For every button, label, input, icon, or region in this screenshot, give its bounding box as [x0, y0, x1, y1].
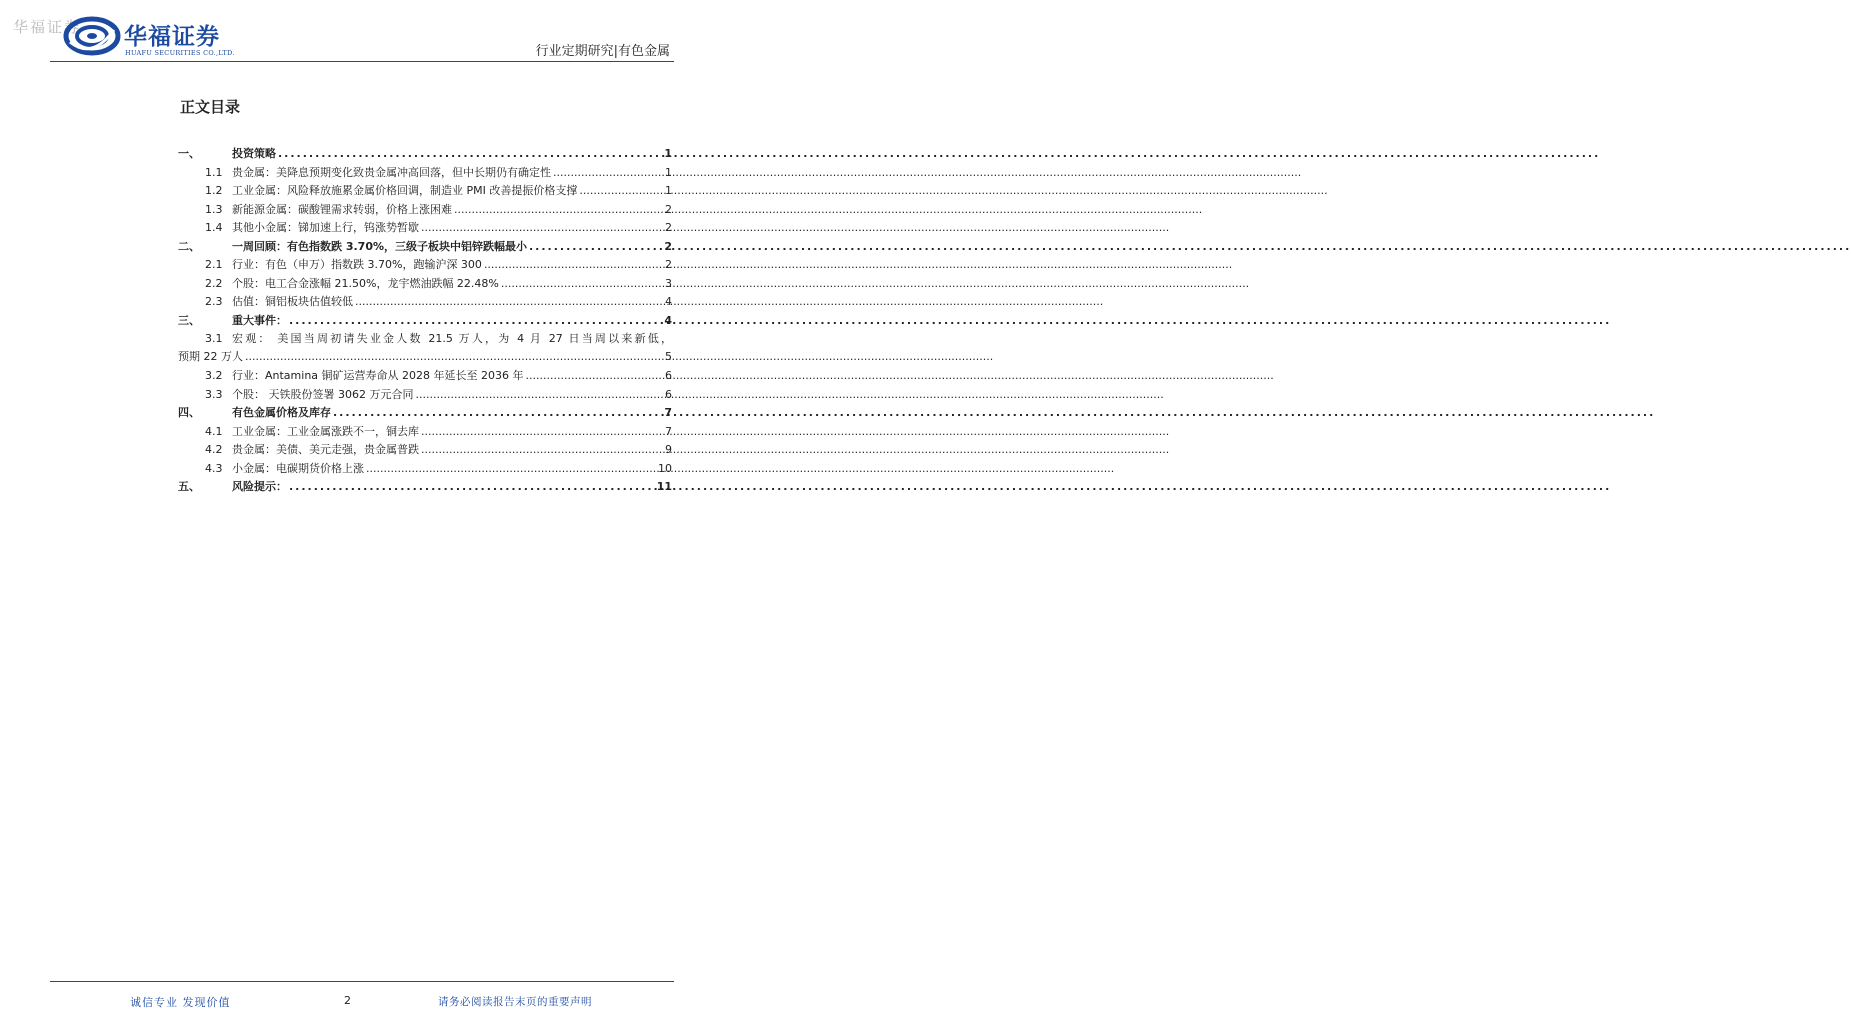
toc-entry-title: 其他小金属：锑加速上行，钨涨势暂歇: [232, 221, 419, 234]
toc-entry-title: 小金属：电碳期货价格上涨: [232, 461, 364, 475]
toc-entry[interactable]: [178, 330, 672, 366]
toc-entry-number: 3.3: [205, 387, 223, 401]
toc-dot-leader: [355, 293, 663, 311]
report-type-label: 行业定期研究|有色金属: [535, 44, 670, 59]
toc-entry-number: 3.1: [205, 332, 223, 345]
toc-entry[interactable]: [178, 367, 672, 385]
toc-section[interactable]: [178, 404, 672, 422]
toc-entry-title: 估值：铜铝板块估值较低: [232, 295, 353, 308]
toc-section-number: 二、: [178, 239, 200, 253]
logo-chinese-name: 华福证券: [124, 24, 220, 50]
toc-dot-leader: [454, 201, 663, 219]
page-number: 2: [344, 994, 351, 1007]
toc-section-title: 投资策略: [232, 147, 276, 160]
header-divider: [50, 61, 674, 62]
toc-section-number: 五、: [178, 480, 200, 493]
toc-dot-leader: [421, 441, 663, 459]
toc-section-number: 一、: [178, 147, 200, 160]
toc-dot-leader: [501, 275, 663, 293]
logo-english-name: HUAFU SECURITIES CO.,LTD.: [125, 49, 235, 57]
toc-entry[interactable]: [178, 256, 672, 274]
toc-section[interactable]: [178, 238, 672, 256]
toc-page-number: 4: [664, 313, 672, 327]
toc-dot-leader: [529, 238, 662, 256]
toc-section[interactable]: [178, 478, 672, 496]
toc-page-number: 1: [665, 165, 672, 179]
toc-dot-leader: [415, 386, 663, 404]
toc-dot-leader: [526, 367, 663, 385]
toc-entry-number: 4.2: [205, 443, 223, 456]
toc-entry[interactable]: [178, 386, 672, 404]
toc-section-title: 有色金属价格及库存: [232, 406, 331, 419]
toc-entry[interactable]: [178, 219, 672, 237]
toc-entry-title-continued: 预期 22 万人: [178, 350, 243, 363]
toc-page-number: 5: [665, 350, 672, 363]
toc-entry-number: 2.1: [205, 258, 223, 271]
toc-page-number: 6: [665, 387, 672, 401]
toc-page-number: 2: [665, 202, 672, 216]
toc-entry-number: 1.3: [205, 202, 223, 216]
toc-page-number: 2: [665, 221, 672, 234]
toc-entry[interactable]: [178, 182, 672, 200]
toc-dot-leader: [421, 219, 663, 237]
toc-section[interactable]: [178, 145, 672, 163]
toc-page-number: 4: [665, 295, 672, 308]
toc-entry-number: 1.1: [205, 165, 223, 179]
toc-entry-number: 4.3: [205, 461, 223, 475]
toc-page-number: 6: [665, 369, 672, 382]
toc-dot-leader: [484, 256, 663, 274]
toc-dot-leader: [553, 164, 663, 182]
toc-dot-leader: [421, 423, 663, 441]
toc-entry-title: 贵金属：美债、美元走强，贵金属普跌: [232, 443, 419, 456]
toc-section-number: 四、: [178, 406, 200, 419]
toc-entry-title: 行业：Antamina 铜矿运营寿命从 2028 年延长至 2036 年: [232, 369, 524, 382]
toc-entry-title: 新能源金属：碳酸锂需求转弱，价格上涨困难: [232, 202, 452, 216]
toc-entry-number: 2.3: [205, 295, 223, 308]
toc-entry[interactable]: [178, 275, 672, 293]
toc-dot-leader: [333, 404, 662, 422]
watermark-text: 华福证券: [13, 18, 82, 36]
logo-swirl-icon: [64, 16, 120, 56]
toc-page-number: 7: [665, 424, 672, 438]
toc-dot-leader: [579, 182, 663, 200]
footer-disclaimer: 请务必阅读报告末页的重要声明: [438, 996, 592, 1008]
toc-section-title: 一周回顾：有色指数跌 3.70%，三级子板块中铝锌跌幅最小: [232, 239, 527, 253]
toc-entry[interactable]: [178, 423, 672, 441]
toc-entry[interactable]: [178, 164, 672, 182]
toc-section[interactable]: [178, 312, 672, 330]
toc-page-number: 3: [665, 276, 672, 290]
toc-page-number: 2: [665, 258, 672, 271]
toc-entry[interactable]: [178, 293, 672, 311]
toc-page-number: 1: [664, 147, 672, 160]
toc-dot-leader: [278, 145, 662, 163]
toc-entry-title: 行业：有色（申万）指数跌 3.70%，跑输沪深 300: [232, 258, 482, 271]
toc-page-number: 11: [656, 480, 672, 493]
toc-entry-title: 个股： 天铁股份签署 3062 万元合同: [232, 387, 414, 401]
toc-section-title: 重大事件：: [232, 313, 287, 327]
toc-entry-number: 2.2: [205, 276, 223, 290]
toc-entry[interactable]: [178, 441, 672, 459]
company-logo: [64, 14, 254, 60]
toc-dot-leader: [289, 478, 655, 496]
toc-entry-title: 工业金属：工业金属涨跌不一，铜去库: [232, 424, 419, 438]
toc-page-number: 9: [665, 443, 672, 456]
toc-entry-number: 3.2: [205, 369, 223, 382]
toc-page-number: 7: [664, 406, 672, 419]
toc-section-title: 风险提示：: [232, 480, 287, 493]
footer-divider: [50, 981, 674, 982]
toc-entry[interactable]: [178, 460, 672, 478]
toc-entry[interactable]: [178, 201, 672, 219]
page-title: 正文目录: [180, 98, 241, 116]
toc-entry-title: 宏观： 美国当周初请失业金人数 21.5 万人，为 4 月 27 日当周以来新低，: [232, 332, 672, 345]
toc-page-number: 10: [658, 461, 672, 475]
toc-section-number: 三、: [178, 313, 200, 327]
toc-entry-title: 工业金属：风险释放施累金属价格回调，制造业 PMI 改善提振价格支撑: [232, 184, 578, 197]
toc-dot-leader: [245, 348, 663, 366]
toc-dot-leader: [289, 312, 662, 330]
footer-slogan: 诚信专业 发现价值: [130, 996, 231, 1009]
toc-entry-number: 4.1: [205, 424, 223, 438]
toc-dot-leader: [366, 460, 656, 478]
toc-page-number: 1: [665, 184, 672, 197]
toc-page-number: 2: [664, 239, 672, 253]
toc-entry-title: 个股：电工合金涨幅 21.50%，龙宇燃油跌幅 22.48%: [232, 276, 499, 290]
toc-entry-title: 贵金属：美降息预期变化致贵金属冲高回落，但中长期仍有确定性: [232, 165, 551, 179]
toc-entry-number: 1.4: [205, 221, 223, 234]
toc-entry-number: 1.2: [205, 184, 223, 197]
